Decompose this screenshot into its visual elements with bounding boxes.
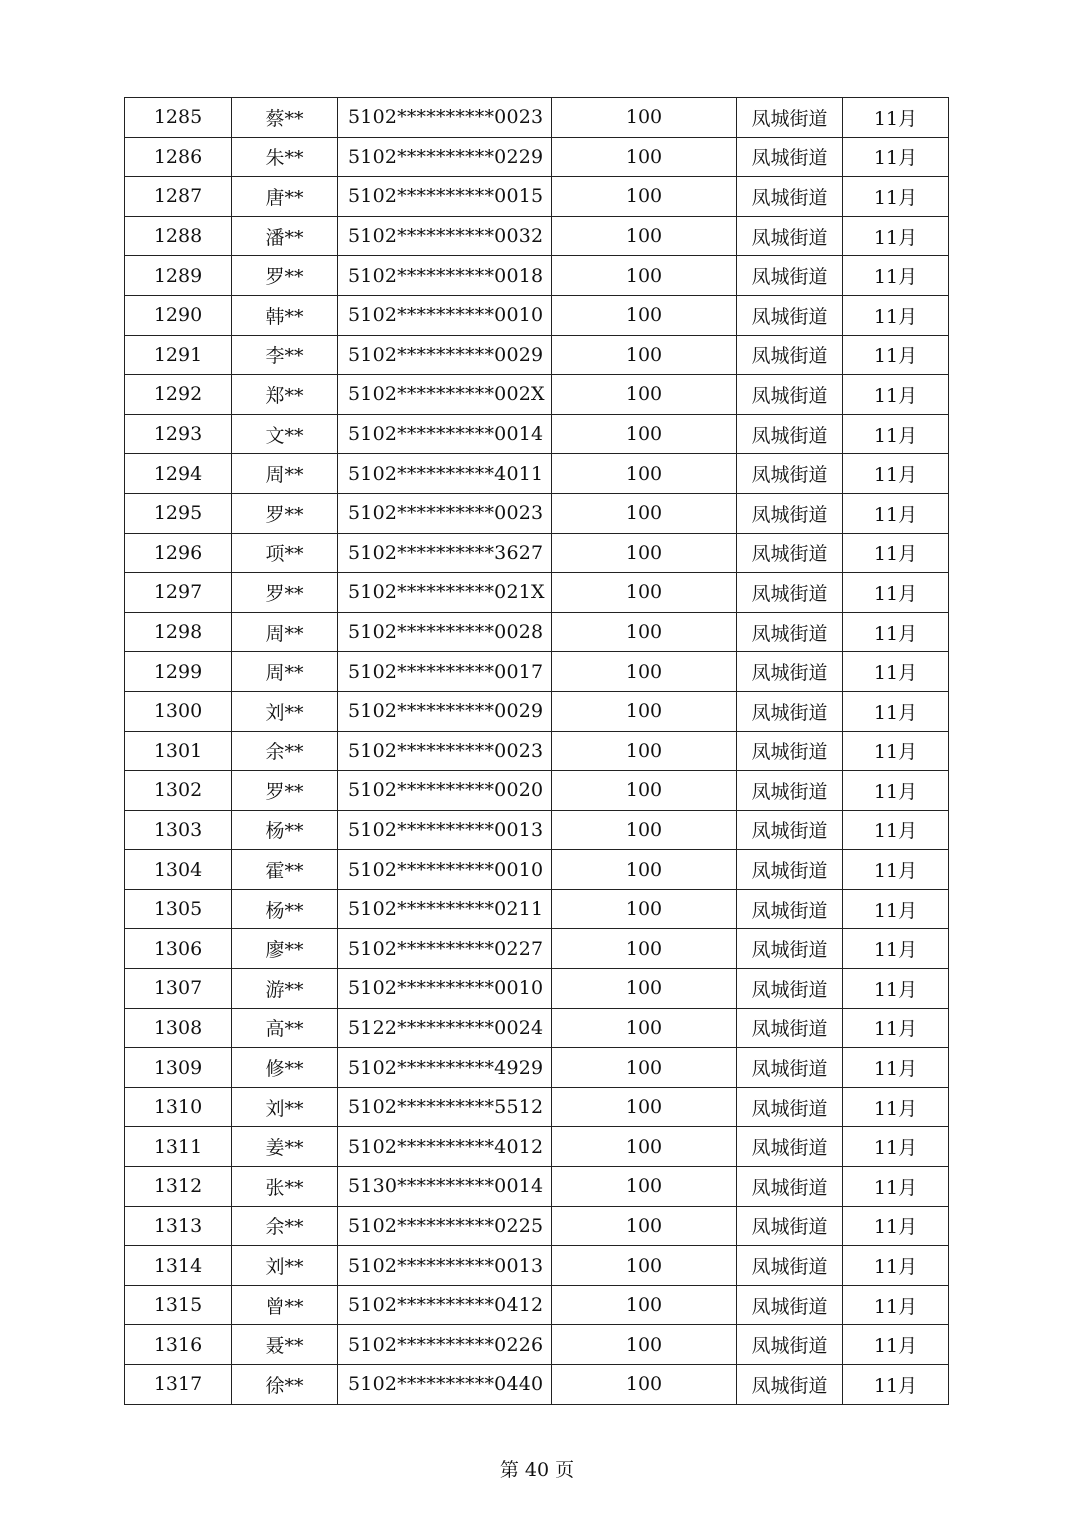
id-number-cell: 5102**********0028 bbox=[338, 612, 552, 652]
table-row bbox=[125, 1127, 949, 1167]
amount-cell: 100 bbox=[552, 1167, 737, 1207]
name-cell: 霍** bbox=[232, 850, 338, 890]
id-number-cell: 5102**********0227 bbox=[338, 929, 552, 969]
amount-cell: 100 bbox=[552, 1325, 737, 1365]
street-cell: 凤城街道 bbox=[737, 1167, 843, 1207]
amount-cell: 100 bbox=[552, 573, 737, 613]
table-row bbox=[125, 533, 949, 573]
month-cell: 11月 bbox=[843, 731, 949, 771]
name-cell: 修** bbox=[232, 1048, 338, 1088]
amount-cell: 100 bbox=[552, 691, 737, 731]
street-cell: 凤城街道 bbox=[737, 1206, 843, 1246]
amount-cell: 100 bbox=[552, 1087, 737, 1127]
table-row bbox=[125, 137, 949, 177]
name-cell: 朱** bbox=[232, 137, 338, 177]
amount-cell: 100 bbox=[552, 98, 737, 138]
id-number-cell: 5102**********0211 bbox=[338, 889, 552, 929]
amount-cell: 100 bbox=[552, 1206, 737, 1246]
table-row bbox=[125, 889, 949, 929]
table-row bbox=[125, 454, 949, 494]
serial-number-cell: 1301 bbox=[125, 731, 232, 771]
serial-number-cell: 1295 bbox=[125, 493, 232, 533]
amount-cell: 100 bbox=[552, 335, 737, 375]
id-number-cell: 5102**********0015 bbox=[338, 177, 552, 217]
month-cell: 11月 bbox=[843, 414, 949, 454]
name-cell: 周** bbox=[232, 454, 338, 494]
month-cell: 11月 bbox=[843, 335, 949, 375]
month-cell: 11月 bbox=[843, 533, 949, 573]
street-cell: 凤城街道 bbox=[737, 1008, 843, 1048]
table-row bbox=[125, 929, 949, 969]
name-cell: 曾** bbox=[232, 1285, 338, 1325]
street-cell: 凤城街道 bbox=[737, 414, 843, 454]
street-cell: 凤城街道 bbox=[737, 98, 843, 138]
table-row bbox=[125, 1008, 949, 1048]
serial-number-cell: 1303 bbox=[125, 810, 232, 850]
amount-cell: 100 bbox=[552, 216, 737, 256]
street-cell: 凤城街道 bbox=[737, 731, 843, 771]
month-cell: 11月 bbox=[843, 1048, 949, 1088]
serial-number-cell: 1293 bbox=[125, 414, 232, 454]
serial-number-cell: 1307 bbox=[125, 969, 232, 1009]
table-row bbox=[125, 414, 949, 454]
street-cell: 凤城街道 bbox=[737, 969, 843, 1009]
street-cell: 凤城街道 bbox=[737, 493, 843, 533]
name-cell: 周** bbox=[232, 652, 338, 692]
serial-number-cell: 1294 bbox=[125, 454, 232, 494]
month-cell: 11月 bbox=[843, 493, 949, 533]
street-cell: 凤城街道 bbox=[737, 1285, 843, 1325]
table-row bbox=[125, 1246, 949, 1286]
name-cell: 高** bbox=[232, 1008, 338, 1048]
month-cell: 11月 bbox=[843, 256, 949, 296]
street-cell: 凤城街道 bbox=[737, 216, 843, 256]
table-row bbox=[125, 177, 949, 217]
id-number-cell: 5102**********0023 bbox=[338, 493, 552, 533]
street-cell: 凤城街道 bbox=[737, 850, 843, 890]
street-cell: 凤城街道 bbox=[737, 1246, 843, 1286]
id-number-cell: 5102**********3627 bbox=[338, 533, 552, 573]
street-cell: 凤城街道 bbox=[737, 929, 843, 969]
serial-number-cell: 1311 bbox=[125, 1127, 232, 1167]
name-cell: 文** bbox=[232, 414, 338, 454]
id-number-cell: 5102**********4929 bbox=[338, 1048, 552, 1088]
id-number-cell: 5122**********0024 bbox=[338, 1008, 552, 1048]
street-cell: 凤城街道 bbox=[737, 573, 843, 613]
month-cell: 11月 bbox=[843, 1365, 949, 1405]
id-number-cell: 5102**********021X bbox=[338, 573, 552, 613]
id-number-cell: 5102**********002X bbox=[338, 375, 552, 415]
street-cell: 凤城街道 bbox=[737, 454, 843, 494]
name-cell: 李** bbox=[232, 335, 338, 375]
serial-number-cell: 1314 bbox=[125, 1246, 232, 1286]
amount-cell: 100 bbox=[552, 1008, 737, 1048]
amount-cell: 100 bbox=[552, 375, 737, 415]
street-cell: 凤城街道 bbox=[737, 771, 843, 811]
amount-cell: 100 bbox=[552, 731, 737, 771]
name-cell: 徐** bbox=[232, 1365, 338, 1405]
id-number-cell: 5102**********0014 bbox=[338, 414, 552, 454]
id-number-cell: 5130**********0014 bbox=[338, 1167, 552, 1207]
month-cell: 11月 bbox=[843, 454, 949, 494]
amount-cell: 100 bbox=[552, 850, 737, 890]
page-number: 第 40 页 bbox=[499, 1459, 575, 1481]
serial-number-cell: 1298 bbox=[125, 612, 232, 652]
name-cell: 唐** bbox=[232, 177, 338, 217]
amount-cell: 100 bbox=[552, 454, 737, 494]
name-cell: 蔡** bbox=[232, 98, 338, 138]
id-number-cell: 5102**********0029 bbox=[338, 335, 552, 375]
street-cell: 凤城街道 bbox=[737, 1325, 843, 1365]
table-body bbox=[125, 98, 949, 1405]
name-cell: 项** bbox=[232, 533, 338, 573]
name-cell: 刘** bbox=[232, 1246, 338, 1286]
month-cell: 11月 bbox=[843, 889, 949, 929]
table-row bbox=[125, 98, 949, 138]
table-row bbox=[125, 969, 949, 1009]
month-cell: 11月 bbox=[843, 1206, 949, 1246]
name-cell: 余** bbox=[232, 731, 338, 771]
serial-number-cell: 1299 bbox=[125, 652, 232, 692]
month-cell: 11月 bbox=[843, 1008, 949, 1048]
name-cell: 姜** bbox=[232, 1127, 338, 1167]
month-cell: 11月 bbox=[843, 691, 949, 731]
name-cell: 张** bbox=[232, 1167, 338, 1207]
serial-number-cell: 1309 bbox=[125, 1048, 232, 1088]
street-cell: 凤城街道 bbox=[737, 1127, 843, 1167]
id-number-cell: 5102**********4011 bbox=[338, 454, 552, 494]
serial-number-cell: 1305 bbox=[125, 889, 232, 929]
name-cell: 廖** bbox=[232, 929, 338, 969]
street-cell: 凤城街道 bbox=[737, 375, 843, 415]
serial-number-cell: 1312 bbox=[125, 1167, 232, 1207]
id-number-cell: 5102**********0020 bbox=[338, 771, 552, 811]
amount-cell: 100 bbox=[552, 414, 737, 454]
month-cell: 11月 bbox=[843, 573, 949, 613]
serial-number-cell: 1310 bbox=[125, 1087, 232, 1127]
serial-number-cell: 1315 bbox=[125, 1285, 232, 1325]
name-cell: 杨** bbox=[232, 810, 338, 850]
street-cell: 凤城街道 bbox=[737, 1087, 843, 1127]
name-cell: 潘** bbox=[232, 216, 338, 256]
table-row bbox=[125, 1365, 949, 1405]
table-row bbox=[125, 295, 949, 335]
table-row bbox=[125, 731, 949, 771]
table-row bbox=[125, 1285, 949, 1325]
street-cell: 凤城街道 bbox=[737, 810, 843, 850]
id-number-cell: 5102**********0010 bbox=[338, 295, 552, 335]
serial-number-cell: 1296 bbox=[125, 533, 232, 573]
id-number-cell: 5102**********0010 bbox=[338, 850, 552, 890]
month-cell: 11月 bbox=[843, 1246, 949, 1286]
month-cell: 11月 bbox=[843, 295, 949, 335]
amount-cell: 100 bbox=[552, 533, 737, 573]
table-row bbox=[125, 691, 949, 731]
id-number-cell: 5102**********0229 bbox=[338, 137, 552, 177]
serial-number-cell: 1317 bbox=[125, 1365, 232, 1405]
amount-cell: 100 bbox=[552, 969, 737, 1009]
serial-number-cell: 1287 bbox=[125, 177, 232, 217]
name-cell: 周** bbox=[232, 612, 338, 652]
street-cell: 凤城街道 bbox=[737, 889, 843, 929]
table-row bbox=[125, 771, 949, 811]
amount-cell: 100 bbox=[552, 889, 737, 929]
name-cell: 杨** bbox=[232, 889, 338, 929]
month-cell: 11月 bbox=[843, 929, 949, 969]
amount-cell: 100 bbox=[552, 929, 737, 969]
id-number-cell: 5102**********0023 bbox=[338, 98, 552, 138]
amount-cell: 100 bbox=[552, 137, 737, 177]
street-cell: 凤城街道 bbox=[737, 295, 843, 335]
amount-cell: 100 bbox=[552, 295, 737, 335]
month-cell: 11月 bbox=[843, 652, 949, 692]
id-number-cell: 5102**********0023 bbox=[338, 731, 552, 771]
name-cell: 罗** bbox=[232, 573, 338, 613]
table-row bbox=[125, 1048, 949, 1088]
month-cell: 11月 bbox=[843, 375, 949, 415]
name-cell: 罗** bbox=[232, 256, 338, 296]
amount-cell: 100 bbox=[552, 1246, 737, 1286]
street-cell: 凤城街道 bbox=[737, 1048, 843, 1088]
serial-number-cell: 1290 bbox=[125, 295, 232, 335]
id-number-cell: 5102**********5512 bbox=[338, 1087, 552, 1127]
month-cell: 11月 bbox=[843, 771, 949, 811]
street-cell: 凤城街道 bbox=[737, 1365, 843, 1405]
month-cell: 11月 bbox=[843, 216, 949, 256]
amount-cell: 100 bbox=[552, 1285, 737, 1325]
id-number-cell: 5102**********0013 bbox=[338, 1246, 552, 1286]
amount-cell: 100 bbox=[552, 652, 737, 692]
month-cell: 11月 bbox=[843, 1325, 949, 1365]
table-row bbox=[125, 652, 949, 692]
table-row bbox=[125, 1087, 949, 1127]
amount-cell: 100 bbox=[552, 810, 737, 850]
month-cell: 11月 bbox=[843, 1087, 949, 1127]
street-cell: 凤城街道 bbox=[737, 256, 843, 296]
table-row bbox=[125, 1325, 949, 1365]
name-cell: 刘** bbox=[232, 1087, 338, 1127]
id-number-cell: 5102**********0226 bbox=[338, 1325, 552, 1365]
serial-number-cell: 1289 bbox=[125, 256, 232, 296]
serial-number-cell: 1306 bbox=[125, 929, 232, 969]
name-cell: 余** bbox=[232, 1206, 338, 1246]
amount-cell: 100 bbox=[552, 1048, 737, 1088]
serial-number-cell: 1302 bbox=[125, 771, 232, 811]
id-number-cell: 5102**********0010 bbox=[338, 969, 552, 1009]
month-cell: 11月 bbox=[843, 850, 949, 890]
amount-cell: 100 bbox=[552, 256, 737, 296]
serial-number-cell: 1292 bbox=[125, 375, 232, 415]
serial-number-cell: 1288 bbox=[125, 216, 232, 256]
table-row bbox=[125, 256, 949, 296]
month-cell: 11月 bbox=[843, 177, 949, 217]
street-cell: 凤城街道 bbox=[737, 691, 843, 731]
name-cell: 聂** bbox=[232, 1325, 338, 1365]
month-cell: 11月 bbox=[843, 137, 949, 177]
amount-cell: 100 bbox=[552, 493, 737, 533]
table-row bbox=[125, 810, 949, 850]
id-number-cell: 5102**********0412 bbox=[338, 1285, 552, 1325]
street-cell: 凤城街道 bbox=[737, 137, 843, 177]
amount-cell: 100 bbox=[552, 177, 737, 217]
serial-number-cell: 1291 bbox=[125, 335, 232, 375]
month-cell: 11月 bbox=[843, 1167, 949, 1207]
street-cell: 凤城街道 bbox=[737, 177, 843, 217]
name-cell: 郑** bbox=[232, 375, 338, 415]
serial-number-cell: 1300 bbox=[125, 691, 232, 731]
street-cell: 凤城街道 bbox=[737, 612, 843, 652]
serial-number-cell: 1285 bbox=[125, 98, 232, 138]
id-number-cell: 5102**********0017 bbox=[338, 652, 552, 692]
subsidy-table bbox=[124, 97, 949, 1405]
month-cell: 11月 bbox=[843, 1127, 949, 1167]
table-row bbox=[125, 375, 949, 415]
amount-cell: 100 bbox=[552, 1127, 737, 1167]
month-cell: 11月 bbox=[843, 969, 949, 1009]
amount-cell: 100 bbox=[552, 771, 737, 811]
street-cell: 凤城街道 bbox=[737, 533, 843, 573]
table-row bbox=[125, 1206, 949, 1246]
amount-cell: 100 bbox=[552, 1365, 737, 1405]
month-cell: 11月 bbox=[843, 1285, 949, 1325]
serial-number-cell: 1304 bbox=[125, 850, 232, 890]
month-cell: 11月 bbox=[843, 98, 949, 138]
serial-number-cell: 1286 bbox=[125, 137, 232, 177]
name-cell: 罗** bbox=[232, 771, 338, 811]
month-cell: 11月 bbox=[843, 810, 949, 850]
serial-number-cell: 1316 bbox=[125, 1325, 232, 1365]
name-cell: 刘** bbox=[232, 691, 338, 731]
id-number-cell: 5102**********0225 bbox=[338, 1206, 552, 1246]
name-cell: 游** bbox=[232, 969, 338, 1009]
table-row bbox=[125, 335, 949, 375]
name-cell: 罗** bbox=[232, 493, 338, 533]
table-row bbox=[125, 612, 949, 652]
table-row bbox=[125, 493, 949, 533]
amount-cell: 100 bbox=[552, 612, 737, 652]
id-number-cell: 5102**********4012 bbox=[338, 1127, 552, 1167]
serial-number-cell: 1308 bbox=[125, 1008, 232, 1048]
table-row bbox=[125, 850, 949, 890]
name-cell: 韩** bbox=[232, 295, 338, 335]
serial-number-cell: 1297 bbox=[125, 573, 232, 613]
street-cell: 凤城街道 bbox=[737, 652, 843, 692]
serial-number-cell: 1313 bbox=[125, 1206, 232, 1246]
table-row bbox=[125, 216, 949, 256]
id-number-cell: 5102**********0018 bbox=[338, 256, 552, 296]
id-number-cell: 5102**********0440 bbox=[338, 1365, 552, 1405]
month-cell: 11月 bbox=[843, 612, 949, 652]
id-number-cell: 5102**********0029 bbox=[338, 691, 552, 731]
id-number-cell: 5102**********0013 bbox=[338, 810, 552, 850]
table-row bbox=[125, 1167, 949, 1207]
table-row bbox=[125, 573, 949, 613]
street-cell: 凤城街道 bbox=[737, 335, 843, 375]
id-number-cell: 5102**********0032 bbox=[338, 216, 552, 256]
